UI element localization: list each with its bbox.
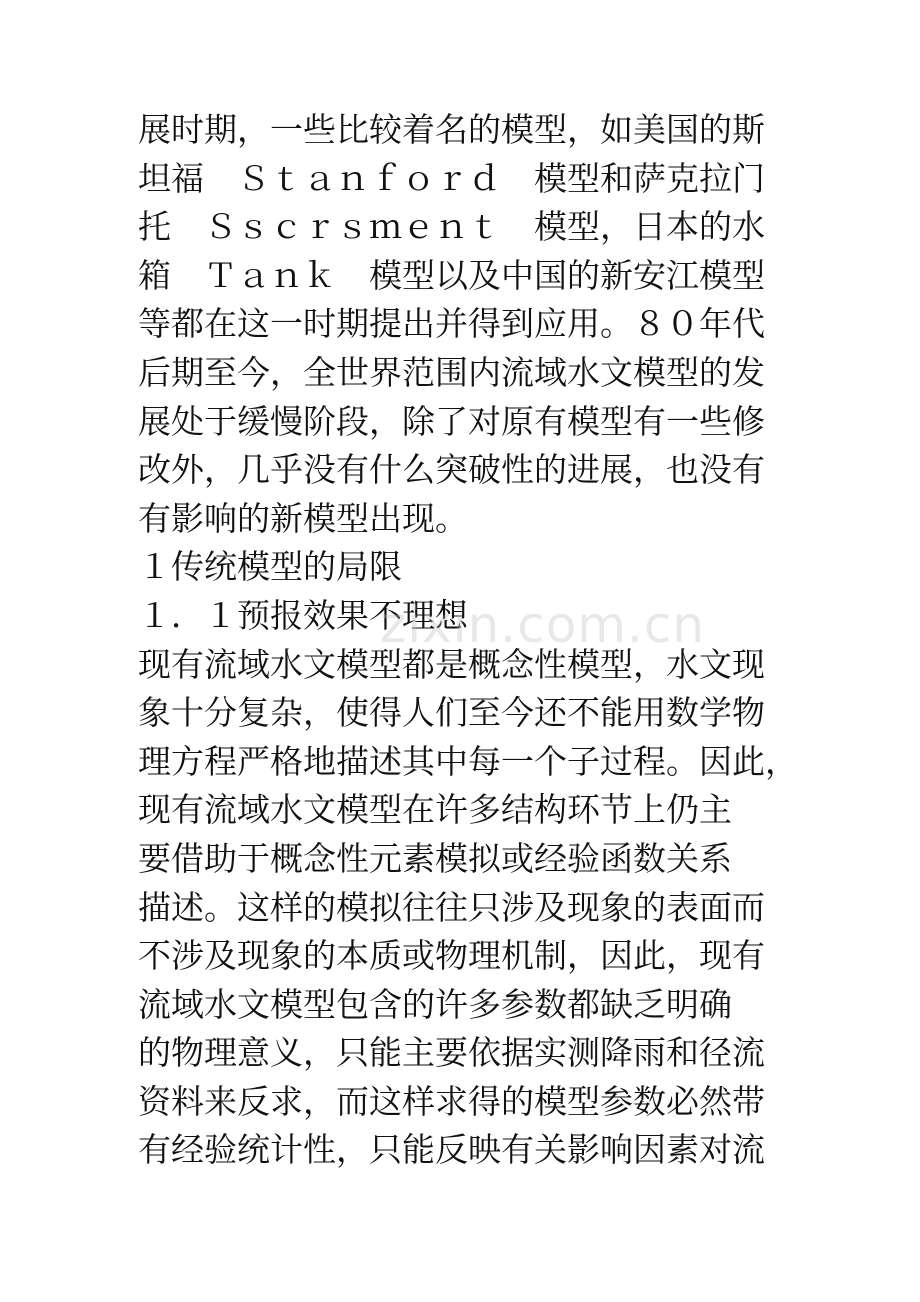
- text-line: 要借助于概念性元素模拟或经验函数关系: [138, 838, 732, 878]
- text-line: 托 Ｓｓｃｒｓｍｅｎｔ 模型，日本的水: [138, 207, 765, 247]
- text-line: 等都在这一时期提出并得到应用。８０年代: [138, 304, 765, 344]
- text-line: 资料来反求，而这样求得的模型参数必然带: [138, 1081, 765, 1121]
- body-text: [138, 106, 798, 1175]
- section-heading: １传统模型的局限: [138, 547, 402, 587]
- text-line: 理方程严格地描述其中每一个子过程。因此，: [138, 741, 798, 781]
- watermark: zixin.com.cn: [380, 596, 706, 654]
- text-line: 不涉及现象的本质或物理机制，因此，现有: [138, 936, 765, 976]
- text-line: 的物理意义，只能主要依据实测降雨和径流: [138, 1033, 765, 1073]
- text-line: 有经验统计性，只能反映有关影响因素对流: [138, 1130, 765, 1170]
- text-line: 流域水文模型包含的许多参数都缺乏明确: [138, 984, 732, 1024]
- text-line: 现有流域水文模型都是概念性模型，水文现: [138, 644, 765, 684]
- text-line: 展时期，一些比较着名的模型，如美国的斯: [138, 110, 765, 149]
- subsection-heading: １．１预报效果不理想: [138, 595, 468, 635]
- text-line: 有影响的新模型出现。: [138, 498, 468, 538]
- text-line: 坦福 Ｓｔａｎｆｏｒｄ 模型和萨克拉门: [138, 158, 765, 198]
- text-line: 现有流域水文模型在许多结构环节上仍主: [138, 790, 732, 830]
- text-line: 展处于缓慢阶段，除了对原有模型有一些修: [138, 401, 765, 441]
- text-line: 象十分复杂，使得人们至今还不能用数学物: [138, 693, 765, 733]
- text-line: 改外，几乎没有什么突破性的进展，也没有: [138, 450, 765, 490]
- text-line: 箱 Ｔａｎｋ 模型以及中国的新安江模型: [138, 255, 765, 295]
- text-line: 后期至今，全世界范围内流域水文模型的发: [138, 352, 765, 392]
- text-line: 描述。这样的模拟往往只涉及现象的表面而: [138, 887, 765, 927]
